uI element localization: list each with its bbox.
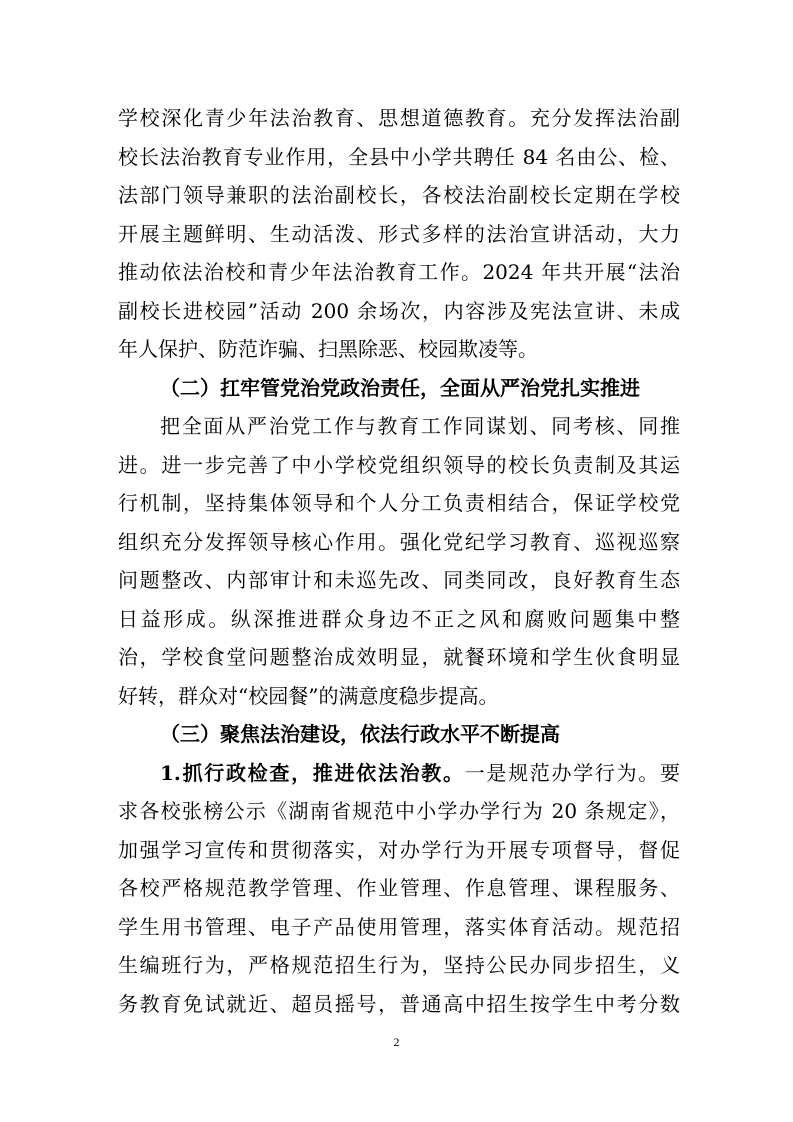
section-heading-2: （二）扛牢管党治党政治责任，全面从严治党扎实推进 bbox=[160, 376, 640, 400]
body-line-22: 学生用书管理、电子产品使用管理，落实体育活动。规范招 bbox=[118, 915, 680, 939]
body-line-4: 开展主题鲜明、生动活泼、形式多样的法治宣讲活动，大力 bbox=[118, 222, 680, 246]
body-line-13: 问题整改、内部审计和未巡先改、同类同改，良好教育生态 bbox=[118, 568, 680, 592]
body-line-23: 生编班行为，严格规范招生行为，坚持公民办同步招生，义 bbox=[118, 953, 680, 977]
body-line-6: 副校长进校园”活动 200 余场次，内容涉及宪法宣讲、未成 bbox=[118, 299, 680, 323]
body-line-1: 学校深化青少年法治教育、思想道德教育。充分发挥法治副 bbox=[118, 106, 680, 130]
body-line-2: 校长法治教育专业作用，全县中小学共聘任 84 名由公、检、 bbox=[118, 145, 680, 169]
body-line-15: 治，学校食堂问题整治成效明显，就餐环境和学生伙食明显 bbox=[118, 645, 680, 669]
body-line-3: 法部门领导兼职的法治副校长，各校法治副校长定期在学校 bbox=[118, 183, 680, 207]
body-line-24: 务教育免试就近、超员摇号，普通高中招生按学生中考分数 bbox=[118, 992, 680, 1016]
page-number: 2 bbox=[393, 1035, 400, 1049]
body-line-14: 日益形成。纵深推进群众身边不正之风和腐败问题集中整 bbox=[118, 607, 680, 631]
body-line-5: 推动依法治校和青少年法治教育工作。2024 年共开展“法治 bbox=[118, 260, 680, 284]
body-line-21: 各校严格规范教学管理、作业管理、作息管理、课程服务、 bbox=[118, 876, 680, 900]
body-line-18 bbox=[160, 755, 680, 791]
body-line-12: 组织充分发挥领导核心作用。强化党纪学习教育、巡视巡察 bbox=[118, 530, 680, 554]
section-heading-3: （三）聚焦法治建设，依法行政水平不断提高 bbox=[160, 722, 560, 746]
body-line-10: 进。进一步完善了中小学校党组织领导的校长负责制及其运 bbox=[118, 453, 680, 477]
body-line-19: 求各校张榜公示《湖南省规范中小学办学行为 20 条规定》， bbox=[118, 799, 680, 823]
body-line-11: 行机制，坚持集体领导和个人分工负责相结合，保证学校党 bbox=[118, 491, 680, 515]
body-line-16: 好转，群众对“校园餐”的满意度稳步提高。 bbox=[118, 684, 499, 708]
body-line-9: 把全面从严治党工作与教育工作同谋划、同考核、同推 bbox=[160, 414, 680, 438]
body-line-7: 年人保护、防范诈骗、扫黑除恶、校园欺凌等。 bbox=[118, 337, 538, 361]
subsection-heading-1: 1.抓行政检查，推进依法治教。 bbox=[160, 761, 465, 785]
subsection-text-1: 一是规范办学行为。要 bbox=[464, 761, 680, 785]
body-line-20: 加强学习宣传和贯彻落实，对办学行为开展专项督导，督促 bbox=[118, 838, 680, 862]
